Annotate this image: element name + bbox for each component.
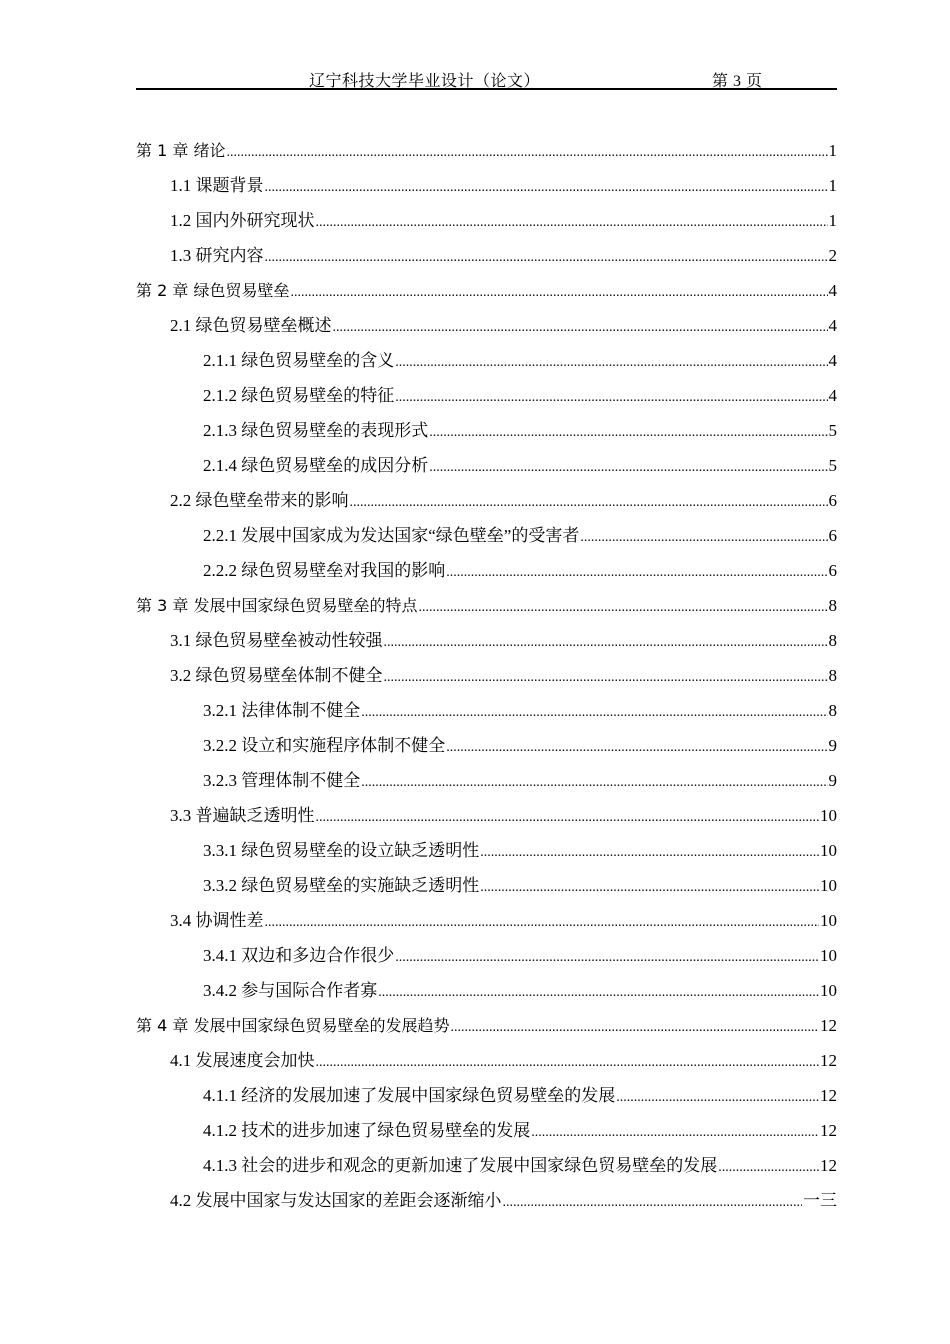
toc-entry-page: 8 [828, 666, 837, 685]
toc-entry[interactable] [136, 1117, 837, 1152]
toc-leader-dots [429, 421, 827, 445]
toc-entry-label: 3.4 协调性差 [170, 911, 264, 930]
toc-entry[interactable] [136, 137, 837, 172]
toc-leader-dots [333, 316, 828, 340]
toc-leader-dots [361, 701, 827, 725]
toc-entry[interactable] [136, 697, 837, 732]
toc-leader-dots [418, 596, 827, 620]
toc-entry-label: 2.2.1 发展中国家成为发达国家“绿色壁垒”的受害者 [203, 526, 580, 545]
toc-entry-page: 8 [828, 596, 837, 615]
toc-entry-label: 2.1.4 绿色贸易壁垒的成因分析 [203, 456, 429, 475]
toc-entry-label: 2.1.3 绿色贸易壁垒的表现形式 [203, 421, 429, 440]
toc-entry-label: 4.1.2 技术的进步加速了绿色贸易壁垒的发展 [203, 1121, 531, 1140]
toc-entry-page: 1 [828, 176, 837, 195]
toc-entry-label: 第 3 章 发展中国家绿色贸易壁垒的特点 [136, 596, 418, 615]
toc-entry-page: 12 [820, 1016, 837, 1035]
toc-leader-dots [446, 561, 827, 585]
toc-entry-label: 4.2 发展中国家与发达国家的差距会逐渐缩小 [170, 1191, 502, 1210]
toc-entry-page: 10 [820, 806, 837, 825]
toc-entry-label: 3.2 绿色贸易壁垒体制不健全 [170, 666, 383, 685]
toc-entry-page: 12 [820, 1086, 837, 1105]
toc-entry[interactable] [136, 1082, 837, 1117]
toc-entry-page: 4 [828, 316, 837, 335]
toc-entry[interactable] [136, 592, 837, 627]
toc-entry[interactable] [136, 487, 837, 522]
page-number: 第 3 页 [712, 73, 763, 90]
toc-entry-label: 3.4.2 参与国际合作者寡 [203, 981, 378, 1000]
table-of-contents [136, 137, 837, 1222]
toc-entry[interactable] [136, 732, 837, 767]
toc-entry-label: 3.1 绿色贸易壁垒被动性较强 [170, 631, 383, 650]
toc-entry-page: 4 [828, 386, 837, 405]
toc-leader-dots [395, 946, 819, 970]
toc-entry-label: 3.3.1 绿色贸易壁垒的设立缺乏透明性 [203, 841, 480, 860]
toc-leader-dots [503, 1191, 803, 1215]
toc-leader-dots [316, 1051, 820, 1075]
toc-leader-dots [265, 911, 820, 935]
toc-entry-page: 5 [828, 421, 837, 440]
toc-entry[interactable] [136, 207, 837, 242]
toc-leader-dots [580, 526, 827, 550]
toc-entry-label: 3.3.2 绿色贸易壁垒的实施缺乏透明性 [203, 876, 480, 895]
toc-entry[interactable] [136, 802, 837, 837]
toc-entry-page: 4 [828, 351, 837, 370]
toc-entry-page: 4 [828, 281, 837, 300]
toc-entry[interactable] [136, 277, 837, 312]
toc-entry-page: 1 [828, 141, 837, 160]
toc-entry-page: 6 [828, 491, 837, 510]
toc-entry-page: 8 [828, 701, 837, 720]
toc-leader-dots [429, 456, 827, 480]
toc-leader-dots [480, 876, 819, 900]
toc-entry-page: 6 [828, 561, 837, 580]
toc-leader-dots [395, 386, 827, 410]
toc-entry-label: 2.1.1 绿色贸易壁垒的含义 [203, 351, 395, 370]
toc-entry-page: 10 [820, 946, 837, 965]
toc-entry[interactable] [136, 417, 837, 452]
toc-leader-dots [531, 1121, 819, 1145]
toc-entry[interactable] [136, 522, 837, 557]
toc-leader-dots [718, 1156, 819, 1180]
toc-leader-dots [265, 176, 828, 200]
toc-leader-dots [480, 841, 819, 865]
toc-leader-dots [316, 211, 828, 235]
toc-leader-dots [316, 806, 820, 830]
toc-entry-label: 1.2 国内外研究现状 [170, 211, 315, 230]
toc-entry[interactable] [136, 1012, 837, 1047]
toc-leader-dots [265, 246, 828, 270]
toc-entry-label: 2.2 绿色壁垒带来的影响 [170, 491, 349, 510]
toc-leader-dots [350, 491, 828, 515]
toc-entry-label: 3.3 普遍缺乏透明性 [170, 806, 315, 825]
toc-entry-label: 4.1.1 经济的发展加速了发展中国家绿色贸易壁垒的发展 [203, 1086, 616, 1105]
toc-entry-label: 1.3 研究内容 [170, 246, 264, 265]
toc-entry[interactable] [136, 662, 837, 697]
toc-entry-page: 12 [820, 1121, 837, 1140]
toc-entry[interactable] [136, 907, 837, 942]
toc-entry-page: 9 [828, 736, 837, 755]
toc-entry-label: 第 1 章 绪论 [136, 141, 226, 160]
toc-entry-page: 12 [820, 1051, 837, 1070]
toc-entry-label: 第 4 章 发展中国家绿色贸易壁垒的发展趋势 [136, 1016, 450, 1035]
toc-entry[interactable] [136, 942, 837, 977]
page-header [136, 66, 837, 90]
toc-entry[interactable] [136, 872, 837, 907]
toc-entry[interactable] [136, 242, 837, 277]
toc-leader-dots [616, 1086, 819, 1110]
toc-entry[interactable] [136, 977, 837, 1012]
toc-leader-dots [361, 771, 827, 795]
toc-entry-label: 2.1 绿色贸易壁垒概述 [170, 316, 332, 335]
toc-entry[interactable] [136, 767, 837, 802]
toc-leader-dots [446, 736, 827, 760]
toc-entry-page: 10 [820, 876, 837, 895]
toc-entry-page: 9 [828, 771, 837, 790]
toc-entry[interactable] [136, 557, 837, 592]
toc-entry-label: 3.2.3 管理体制不健全 [203, 771, 361, 790]
toc-leader-dots [226, 141, 827, 165]
toc-entry-page: 6 [828, 526, 837, 545]
toc-entry-label: 2.2.2 绿色贸易壁垒对我国的影响 [203, 561, 446, 580]
toc-leader-dots [450, 1016, 819, 1040]
toc-entry[interactable] [136, 312, 837, 347]
document-title: 辽宁科技大学毕业设计（论文） [309, 73, 541, 90]
toc-leader-dots [378, 981, 819, 1005]
toc-leader-dots [395, 351, 827, 375]
toc-entry[interactable] [136, 627, 837, 662]
toc-entry[interactable] [136, 837, 837, 872]
toc-entry-label: 3.2.1 法律体制不健全 [203, 701, 361, 720]
toc-entry-page: 10 [820, 981, 837, 1000]
toc-entry-page: 1 [828, 211, 837, 230]
toc-entry[interactable] [136, 452, 837, 487]
toc-entry[interactable] [136, 172, 837, 207]
toc-entry[interactable] [136, 382, 837, 417]
toc-entry-label: 4.1.3 社会的进步和观念的更新加速了发展中国家绿色贸易壁垒的发展 [203, 1156, 718, 1175]
toc-entry-page: 10 [820, 911, 837, 930]
toc-entry-page: 2 [828, 246, 837, 265]
toc-entry-label: 3.2.2 设立和实施程序体制不健全 [203, 736, 446, 755]
toc-entry-page: 12 [820, 1156, 837, 1175]
toc-entry[interactable] [136, 1047, 837, 1082]
toc-entry[interactable] [136, 1152, 837, 1187]
toc-leader-dots [290, 281, 827, 305]
toc-entry-page: 8 [828, 631, 837, 650]
toc-entry-page: 5 [828, 456, 837, 475]
toc-entry-label: 2.1.2 绿色贸易壁垒的特征 [203, 386, 395, 405]
toc-entry-label: 4.1 发展速度会加快 [170, 1051, 315, 1070]
toc-entry-label: 3.4.1 双边和多边合作很少 [203, 946, 395, 965]
toc-leader-dots [384, 631, 828, 655]
toc-leader-dots [384, 666, 828, 690]
toc-entry[interactable] [136, 347, 837, 382]
toc-entry-page: 一三 [803, 1191, 837, 1210]
toc-entry[interactable] [136, 1187, 837, 1222]
toc-entry-label: 第 2 章 绿色贸易壁垒 [136, 281, 290, 300]
toc-entry-page: 10 [820, 841, 837, 860]
toc-entry-label: 1.1 课题背景 [170, 176, 264, 195]
